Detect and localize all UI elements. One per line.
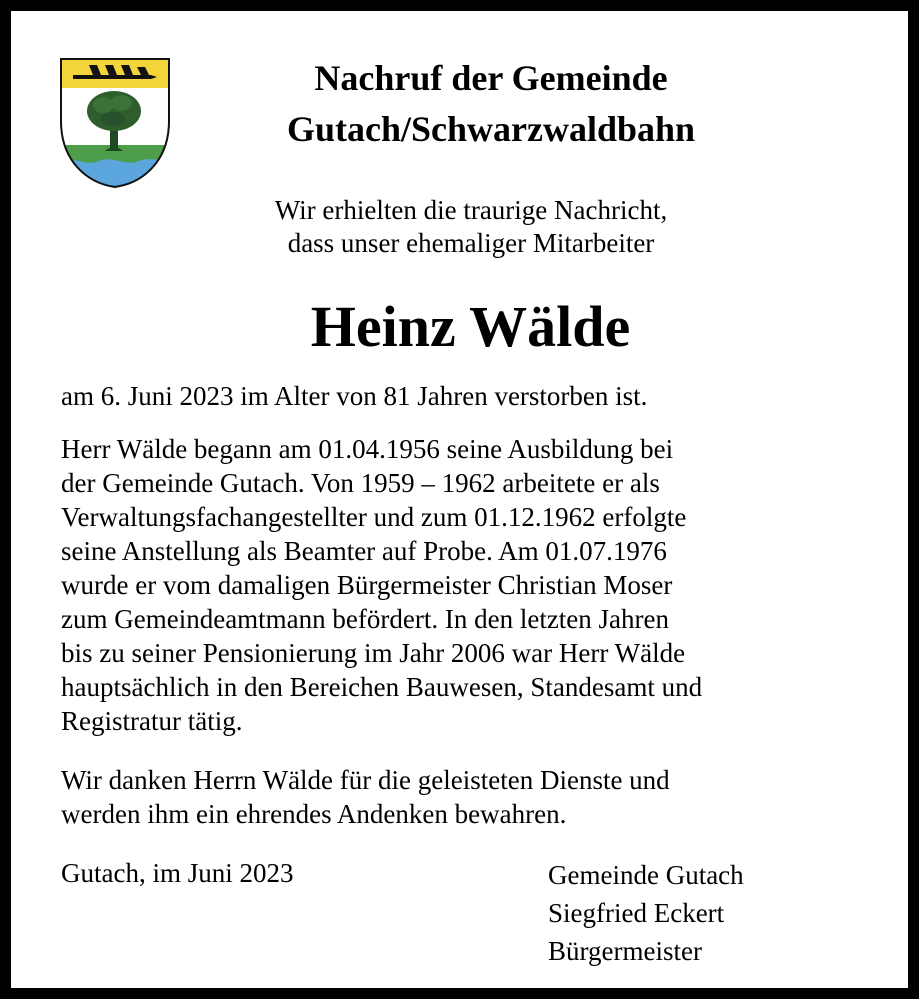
intro-line-1: Wir erhielten die traurige Nachricht, — [274, 195, 668, 225]
heading-line-1: Nachruf der Gemeinde — [314, 58, 668, 98]
death-notice: am 6. Juni 2023 im Alter von 81 Jahren verstorben ist. — [61, 381, 648, 411]
deceased-name: Heinz Wälde — [310, 294, 631, 359]
biography-paragraph — [61, 432, 901, 738]
biography-line: seine Anstellung als Beamter auf Probe. Am 01.07.1976 — [61, 536, 667, 566]
intro-line-2: dass unser ehemaliger Mitarbeiter — [287, 228, 655, 258]
biography-line: wurde er vom damaligen Bürgermeister Christian Moser — [61, 570, 673, 600]
thanks-paragraph — [61, 763, 901, 831]
biography-line: Registratur tätig. — [61, 706, 243, 736]
biography-line: Verwaltungsfachangestellter und zum 01.12.1962 erfolgte — [61, 502, 687, 532]
place-and-date: Gutach, im Juni 2023 — [61, 858, 294, 888]
biography-line: bis zu seiner Pensionierung im Jahr 2006 war Herr Wälde — [61, 638, 686, 668]
signature-block — [548, 856, 744, 970]
coat-of-arms-icon — [59, 57, 171, 189]
thanks-line: Wir danken Herrn Wälde für die geleisteten Dienste und — [61, 765, 670, 795]
biography-line: zum Gemeindeamtmann befördert. In den letzten Jahren — [61, 604, 670, 634]
biography-line: der Gemeinde Gutach. Von 1959 – 1962 arbeitete er als — [61, 468, 660, 498]
thanks-line: werden ihm ein ehrendes Andenken bewahren. — [61, 799, 567, 829]
biography-line: hauptsächlich in den Bereichen Bauwesen, Standesamt und — [61, 672, 703, 702]
signature-organization: Gemeinde Gutach — [548, 860, 744, 890]
signature-role: Bürgermeister — [548, 936, 702, 966]
biography-line: Herr Wälde begann am 01.04.1956 seine Ausbildung bei — [61, 434, 674, 464]
heading-line-2: Gutach/Schwarzwaldbahn — [286, 109, 696, 149]
signature-signer: Siegfried Eckert — [548, 898, 725, 928]
